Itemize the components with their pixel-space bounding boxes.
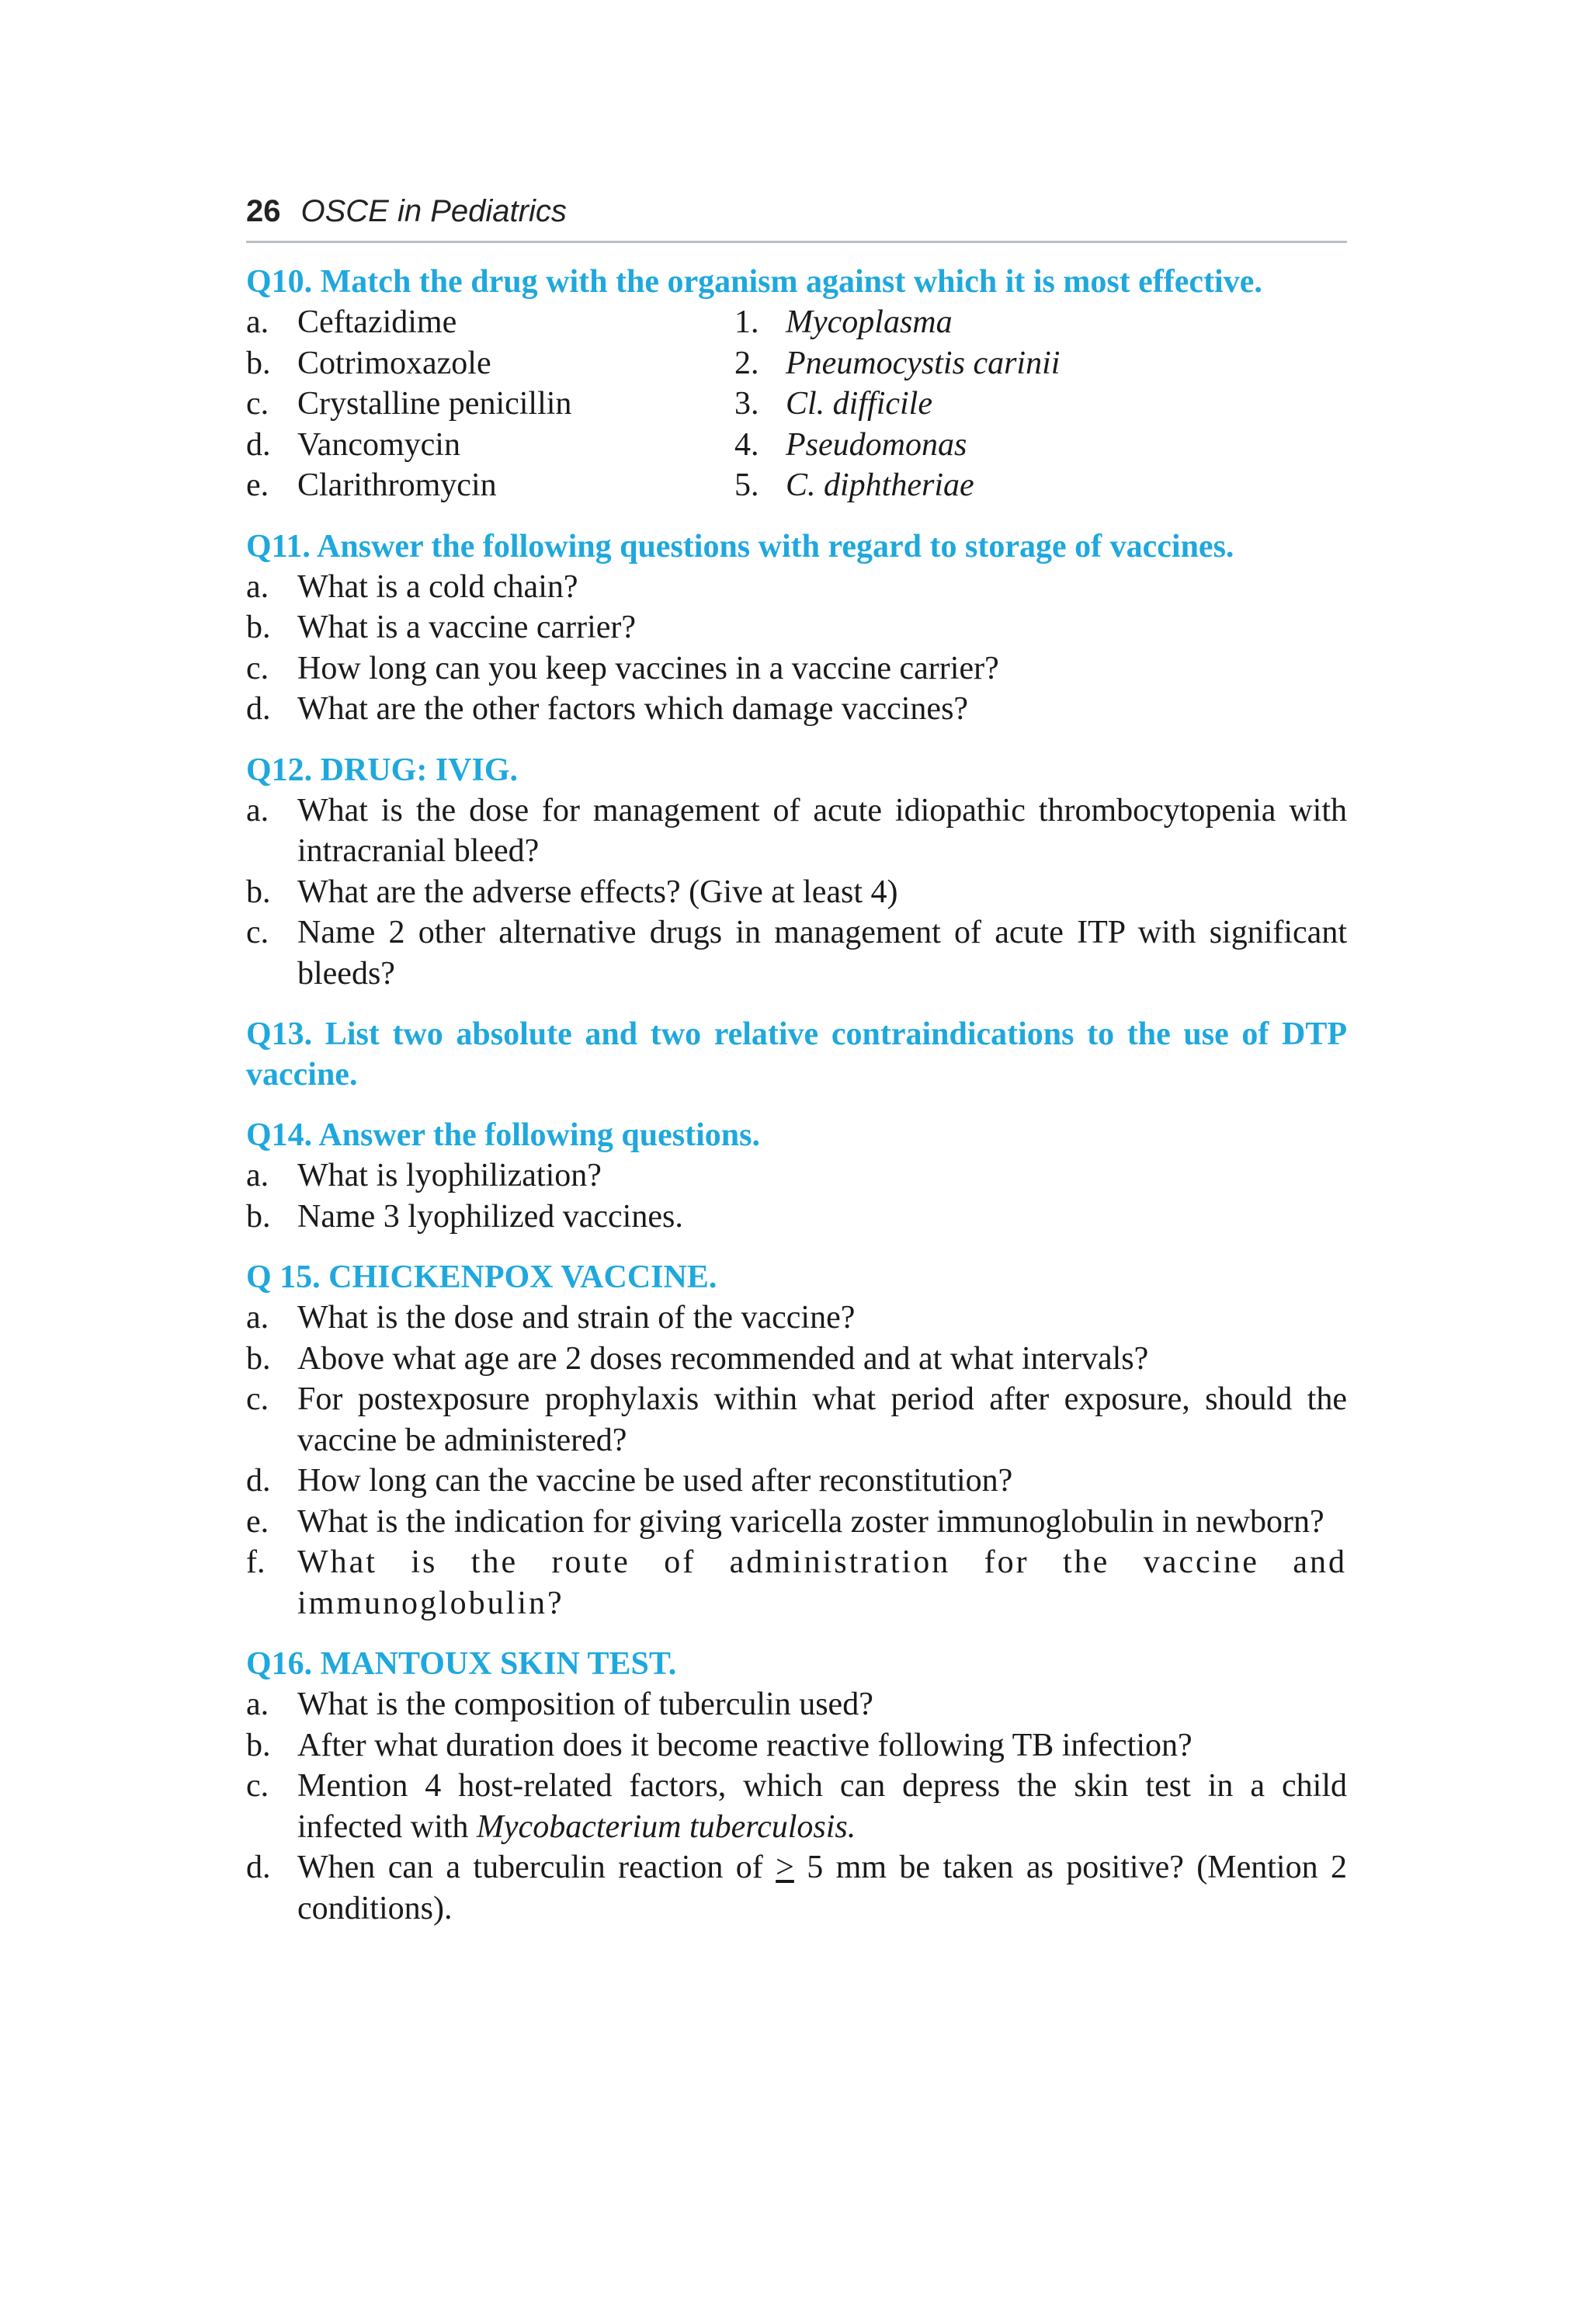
list-item — [246, 1297, 1347, 1339]
organism-name: Mycoplasma — [786, 304, 953, 340]
item-letter: b. — [246, 1727, 271, 1763]
question-q10 — [246, 262, 1347, 506]
list-item — [246, 1461, 1347, 1502]
item-letter: a. — [246, 1158, 269, 1193]
item-text: What is lyophilization? — [297, 1158, 602, 1193]
item-letter: b. — [246, 874, 271, 910]
item-letter: a. — [246, 568, 269, 605]
question-q13 — [246, 1014, 1347, 1095]
item-letter: a. — [246, 304, 269, 340]
item-letter: c. — [246, 915, 269, 950]
list-item — [246, 1502, 1347, 1543]
page — [246, 194, 1347, 1929]
list-item — [246, 607, 1347, 648]
question-heading: Q 15. CHICKENPOX VACCINE. — [246, 1259, 717, 1295]
match-row — [246, 425, 1347, 466]
item-letter: e. — [246, 467, 269, 503]
list-item — [246, 790, 1347, 872]
item-text: Above what age are 2 doses recommended and at what intervals? — [297, 1340, 1149, 1377]
drug-name: Crystalline penicillin — [297, 386, 572, 422]
question-q11 — [246, 526, 1347, 730]
item-text: What is the indication for giving varicella zoster immunoglobulin in newborn? — [297, 1503, 1324, 1540]
list-item — [246, 1684, 1347, 1725]
list-item — [246, 1155, 1347, 1197]
running-head — [246, 194, 1347, 243]
list-item — [246, 567, 1347, 608]
organism-name: Cl. difficile — [786, 386, 932, 422]
page-number: 26 — [246, 194, 281, 228]
item-text: What is a vaccine carrier? — [297, 610, 637, 645]
question-q14 — [246, 1115, 1347, 1237]
item-text: After what duration does it become reactive following TB infection? — [297, 1727, 1192, 1763]
organism-name: Mycobacterium tuberculosis. — [476, 1808, 856, 1845]
item-letter: e. — [246, 1503, 269, 1540]
item-letter: b. — [246, 610, 271, 645]
item-letter: c. — [246, 1381, 269, 1417]
item-letter: c. — [246, 650, 269, 686]
drug-name: Cotrimoxazole — [297, 345, 491, 381]
item-letter: c. — [246, 1768, 269, 1804]
item-letter: d. — [246, 426, 271, 463]
question-heading: Q10. Match the drug with the organism against which it is most effective. — [246, 264, 1262, 300]
item-letter: b. — [246, 1198, 271, 1235]
item-text: Name 3 lyophilized vaccines. — [297, 1198, 683, 1235]
item-letter: b. — [246, 345, 271, 381]
list-item — [246, 689, 1347, 730]
question-heading: Q16. MANTOUX SKIN TEST. — [246, 1646, 677, 1682]
item-number: 3. — [734, 386, 759, 422]
list-item — [246, 1847, 1347, 1929]
drug-name: Vancomycin — [297, 426, 460, 463]
organism-name: Pseudomonas — [786, 426, 967, 463]
item-letter: b. — [246, 1340, 271, 1377]
item-letter: c. — [246, 386, 269, 422]
list-item — [246, 1766, 1347, 1847]
question-q15 — [246, 1257, 1347, 1624]
match-row — [246, 384, 1347, 425]
item-text: What is a cold chain? — [297, 568, 578, 605]
item-text-part: When can a tuberculin reaction of — [297, 1850, 776, 1885]
item-text-part: 5 mm be taken as positive? (Mention 2 conditions). — [297, 1850, 1347, 1926]
list-item — [246, 1542, 1347, 1624]
item-letter: a. — [246, 1300, 269, 1336]
question-heading: Q11. Answer the following questions with regard to storage of vaccines. — [246, 528, 1234, 564]
match-row — [246, 465, 1347, 506]
match-row — [246, 302, 1347, 343]
item-number: 1. — [734, 304, 759, 340]
organism-name: Pneumocystis carinii — [786, 345, 1061, 381]
item-letter: d. — [246, 1463, 271, 1499]
list-item — [246, 912, 1347, 994]
item-text: What is the dose and strain of the vaccine? — [297, 1300, 856, 1336]
item-letter: d. — [246, 691, 271, 727]
item-text: What is the route of administration for the vaccine and immunoglobulin? — [297, 1544, 1347, 1621]
list-item — [246, 1197, 1347, 1238]
item-letter: a. — [246, 1687, 269, 1722]
item-text — [297, 1847, 1347, 1929]
question-q12 — [246, 750, 1347, 995]
question-heading: Q12. DRUG: IVIG. — [246, 752, 519, 788]
item-number: 2. — [734, 345, 759, 381]
book-title: OSCE in Pediatrics — [300, 194, 567, 228]
list-item — [246, 648, 1347, 690]
item-letter: f. — [246, 1544, 266, 1580]
item-text: What is the composition of tuberculin used? — [297, 1687, 873, 1722]
item-letter: a. — [246, 792, 269, 829]
question-q16 — [246, 1644, 1347, 1929]
match-row — [246, 343, 1347, 384]
item-text: How long can the vaccine be used after reconstitution? — [297, 1463, 1013, 1499]
list-item — [246, 1725, 1347, 1766]
list-item — [246, 1379, 1347, 1461]
item-text — [297, 1766, 1347, 1847]
item-letter: d. — [246, 1850, 271, 1885]
organism-name: C. diphtheriae — [786, 467, 974, 503]
item-text-part: Mention 4 host-related factors, which can depress the skin test in a child infected with — [297, 1768, 1347, 1845]
item-text: How long can you keep vaccines in a vaccine carrier? — [297, 650, 999, 686]
question-heading: Q14. Answer the following questions. — [246, 1117, 760, 1153]
item-number: 5. — [734, 467, 759, 503]
item-text: What is the dose for management of acute idiopathic thrombocytopenia with intracranial bleed? — [297, 792, 1347, 869]
list-item — [246, 872, 1347, 913]
drug-name: Ceftazidime — [297, 304, 457, 340]
item-text: Name 2 other alternative drugs in management of acute ITP with significant bleeds? — [297, 915, 1347, 992]
item-text: For postexposure prophylaxis within what period after exposure, should the vaccine be administered? — [297, 1381, 1347, 1458]
item-text: What are the other factors which damage vaccines? — [297, 691, 969, 727]
item-number: 4. — [734, 426, 759, 463]
question-heading: Q13. List two absolute and two relative contraindications to the use of DTP vaccine. — [246, 1016, 1347, 1093]
drug-name: Clarithromycin — [297, 467, 497, 503]
greater-equal-symbol: > — [776, 1850, 794, 1885]
list-item — [246, 1339, 1347, 1380]
item-text: What are the adverse effects? (Give at least 4) — [297, 874, 898, 910]
